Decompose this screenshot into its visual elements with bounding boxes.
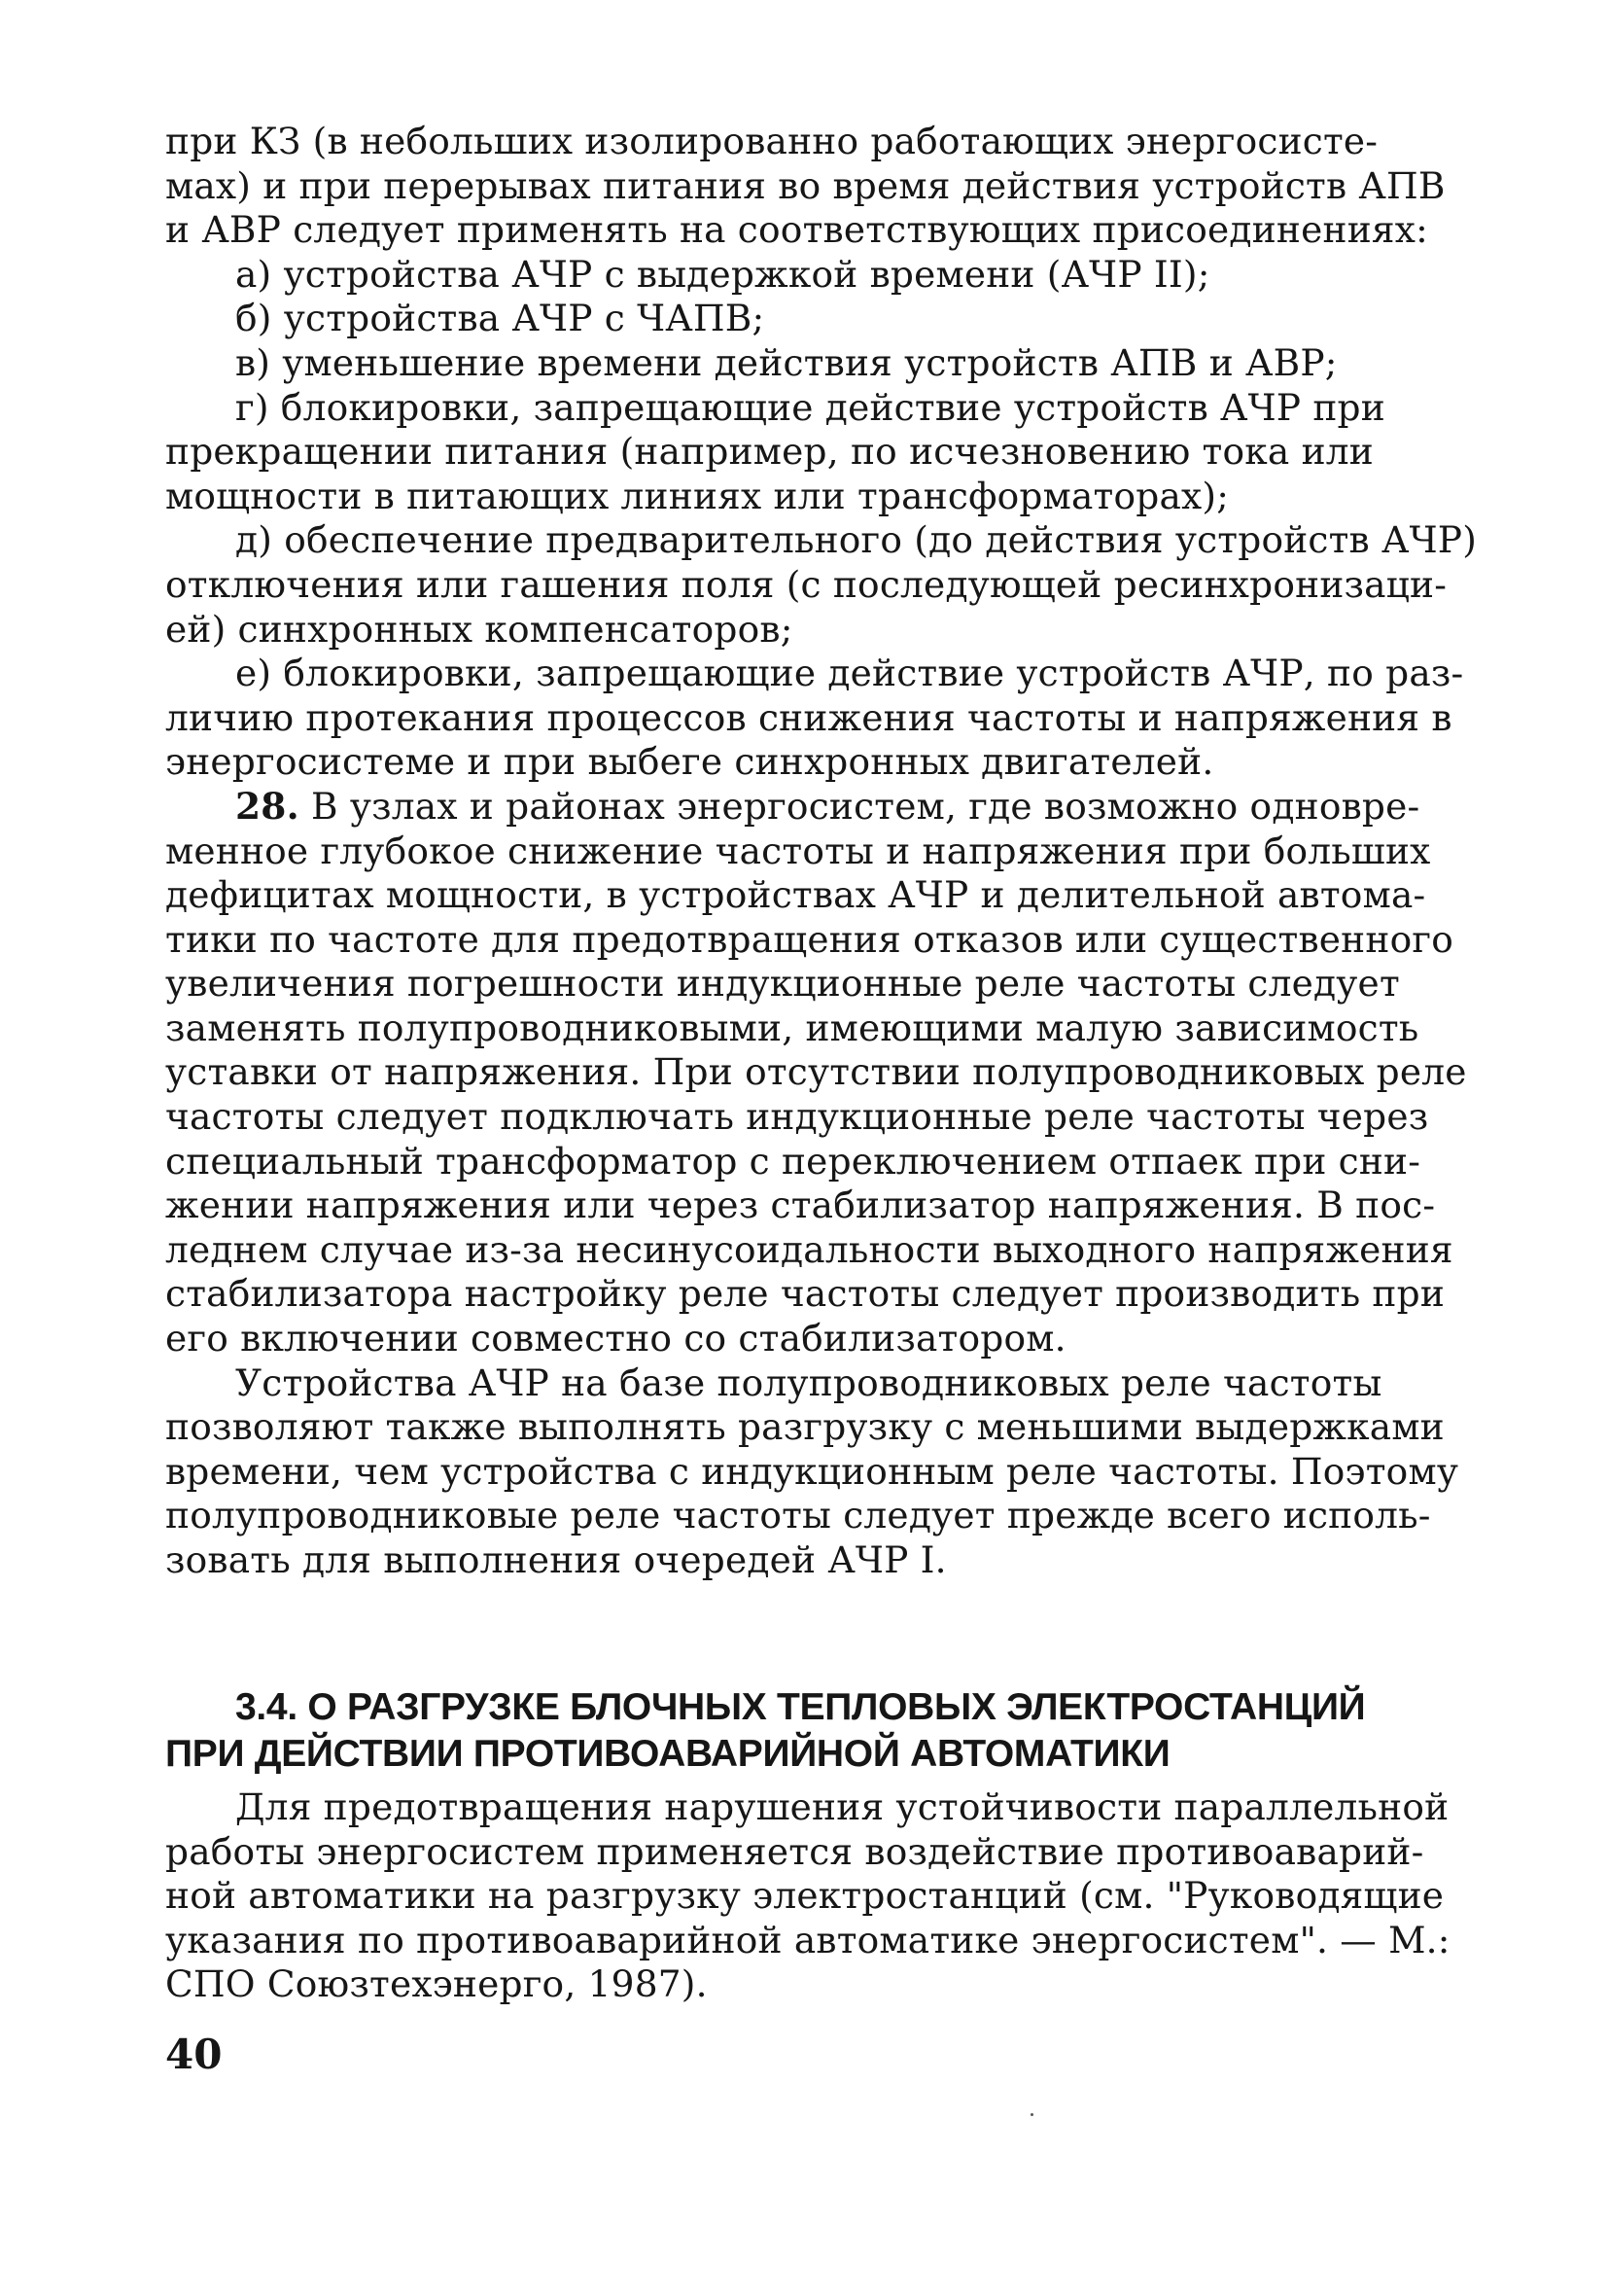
text-line: зовать для выполнения очередей АЧР I. bbox=[165, 1538, 947, 1581]
text-line bbox=[165, 785, 1449, 830]
text-line: тики по частоте для предотвращения отказов или существенного bbox=[165, 917, 1453, 961]
list-item-b bbox=[165, 297, 1449, 341]
text-line: уставки от напряжения. При отсутствии полупроводниковых реле bbox=[165, 1050, 1467, 1094]
text-line: прекращении питания (например, по исчезновению тока или bbox=[165, 430, 1374, 474]
item-number: 28. bbox=[235, 784, 299, 828]
text-line: а) устройства АЧР с выдержкой времени (АЧР II); bbox=[235, 252, 1210, 296]
text-line: СПО Союзтехэнерго, 1987). bbox=[165, 1962, 708, 2006]
text-line: заменять полупроводниковыми, имеющими малую зависимость bbox=[165, 1006, 1419, 1049]
text-line: полупроводниковые реле частоты следует прежде всего исполь- bbox=[165, 1494, 1431, 1537]
section-heading bbox=[165, 1684, 1468, 1778]
text-line: специальный трансформатор с переключением отпаек при сни- bbox=[165, 1139, 1421, 1183]
text-line: энергосистеме и при выбеге синхронных двигателей. bbox=[165, 740, 1214, 784]
text-line: жении напряжения или через стабилизатор напряжения. В пос- bbox=[165, 1183, 1436, 1227]
text-line: ей) синхронных компенсаторов; bbox=[165, 607, 793, 651]
paragraph-continuation bbox=[165, 120, 1449, 253]
item-text: В узлах и районах энергосистем, где возможно одновре- bbox=[298, 784, 1420, 828]
text-line: д) обеспечение предварительного (до действия устройств АЧР) bbox=[235, 518, 1478, 562]
text-line: мах) и при перерывах питания во время действия устройств АПВ bbox=[165, 163, 1446, 207]
text-line: б) устройства АЧР с ЧАПВ; bbox=[235, 297, 765, 340]
heading-line: ПРИ ДЕЙСТВИИ ПРОТИВОАВАРИЙНОЙ АВТОМАТИКИ bbox=[165, 1733, 1171, 1775]
text-line: и АВР следует применять на соответствующих присоединениях: bbox=[165, 208, 1428, 252]
text-line: Для предотвращения нарушения устойчивости параллельной bbox=[235, 1785, 1450, 1828]
text-line: мощности в питающих линиях или трансформаторах); bbox=[165, 474, 1230, 517]
text-line: г) блокировки, запрещающие действие устройств АЧР при bbox=[235, 385, 1385, 429]
scan-speck bbox=[1031, 2113, 1033, 2116]
text-line: увеличения погрешности индукционные реле частоты следует bbox=[165, 962, 1400, 1006]
text-line: стабилизатора настройку реле частоты следует производить при bbox=[165, 1272, 1446, 1316]
list-item-e bbox=[165, 652, 1464, 785]
list-item-d bbox=[165, 518, 1478, 652]
text-line: отключения или гашения поля (с последующей ресинхронизаци- bbox=[165, 562, 1448, 606]
text-line: позволяют также выполнять разгрузку с меньшими выдержками bbox=[165, 1405, 1445, 1449]
list-item-a bbox=[165, 253, 1449, 298]
page-number: 40 bbox=[165, 2031, 223, 2078]
text-line: работы энергосистем применяется воздействие противоаварий- bbox=[165, 1829, 1424, 1873]
text-line: в) уменьшение времени действия устройств АПВ и АВР; bbox=[235, 340, 1338, 384]
text-line: при КЗ (в небольших изолированно работающих энергосисте- bbox=[165, 120, 1379, 162]
paragraph-semiconductor-relays bbox=[165, 1360, 1459, 1583]
text-line: его включении совместно со стабилизатором. bbox=[165, 1317, 1066, 1360]
text-line: времени, чем устройства с индукционным реле частоты. Поэтому bbox=[165, 1449, 1459, 1493]
main-text-block bbox=[165, 120, 1478, 1583]
numbered-item-28 bbox=[165, 784, 1467, 1361]
text-line: менное глубокое снижение частоты и напряжения при больших bbox=[165, 829, 1431, 872]
text-line: леднем случае из-за несинусоидальности выходного напряжения bbox=[165, 1227, 1453, 1271]
text-line: Устройства АЧР на базе полупроводниковых реле частоты bbox=[235, 1360, 1382, 1404]
text-line: частоты следует подключать индукционные реле частоты через bbox=[165, 1095, 1429, 1139]
text-line: е) блокировки, запрещающие действие устройств АЧР, по раз- bbox=[235, 652, 1464, 695]
section-paragraph bbox=[165, 1785, 1449, 2007]
text-line: дефицитах мощности, в устройствах АЧР и делительной автома- bbox=[165, 873, 1426, 917]
text-line: личию протекания процессов снижения частоты и напряжения в bbox=[165, 695, 1452, 739]
heading-line: 3.4. О РАЗГРУЗКЕ БЛОЧНЫХ ТЕПЛОВЫХ ЭЛЕКТРОСТАНЦИЙ bbox=[235, 1686, 1366, 1728]
list-item-g bbox=[165, 386, 1449, 519]
text-line: ной автоматики на разгрузку электростанций (см. "Руководящие bbox=[165, 1874, 1445, 1918]
list-item-v bbox=[165, 341, 1449, 386]
text-line: указания по противоаварийной автоматике энергосистем". — М.: bbox=[165, 1918, 1451, 1961]
